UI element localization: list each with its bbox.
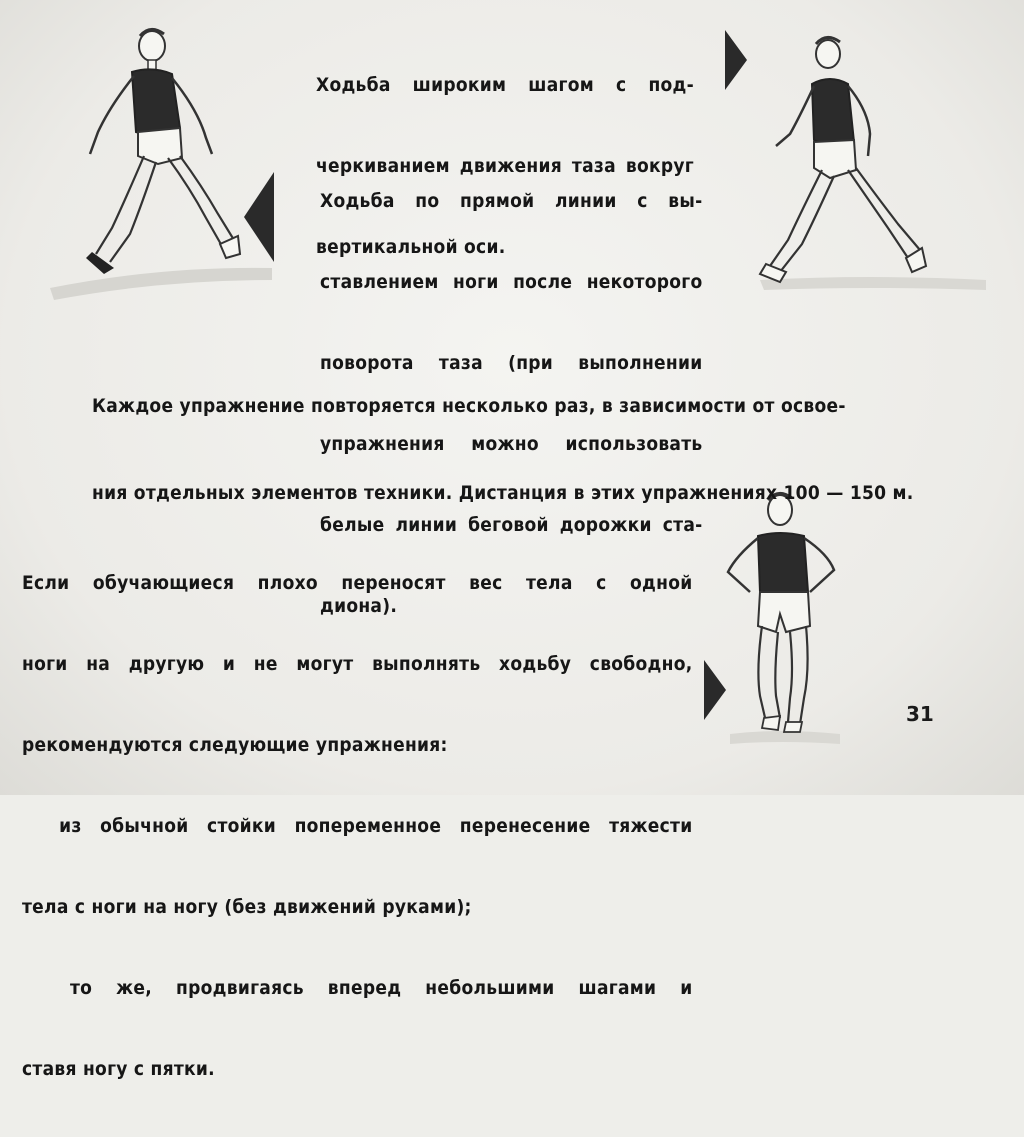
text-line: поворота таза (при выполнении [320, 352, 703, 374]
text-line: упражнения можно использовать [320, 433, 703, 455]
text-line: ния отдельных элементов техники. Дистанция в этих упражнениях 100 — 150 м. [92, 482, 914, 504]
text-line: ставлением ноги после некоторого [320, 271, 703, 293]
walking-athlete-right-icon [730, 30, 1000, 300]
text-line: Каждое упражнение повторяется несколько раз, в зависимости от освое- [92, 395, 846, 417]
text-line: Ходьба по прямой линии с вы- [320, 190, 703, 212]
walking-athlete-left-icon [40, 18, 280, 308]
text-line: вертикальной оси. [316, 236, 506, 258]
text-line: диона). [320, 595, 398, 617]
weight-transfer-text [22, 516, 693, 1137]
text-line: то же, продвигаясь вперед небольшими шагами и [22, 977, 693, 999]
text-line: из обычной стойки попеременное перенесение тяжести [22, 815, 693, 837]
text-line: рекомендуются следующие упражнения: [22, 734, 448, 756]
text-line: Если обучающиеся плохо переносят вес тела с одной [22, 572, 693, 594]
arrow-left-icon [242, 172, 276, 262]
page-number: 31 [906, 702, 934, 726]
text-line: тела с ноги на ногу (без движений руками); [22, 896, 472, 918]
text-line: белые линии беговой дорожки ста- [320, 514, 703, 536]
text-line: ставя ногу с пятки. [22, 1058, 215, 1080]
text-line: ноги на другую и не могут выполнять ходьбу свободно, [22, 653, 693, 675]
text-line: Ходьба широким шагом с под- [316, 74, 694, 96]
text-line: черкиванием движения таза вокруг [316, 155, 694, 177]
